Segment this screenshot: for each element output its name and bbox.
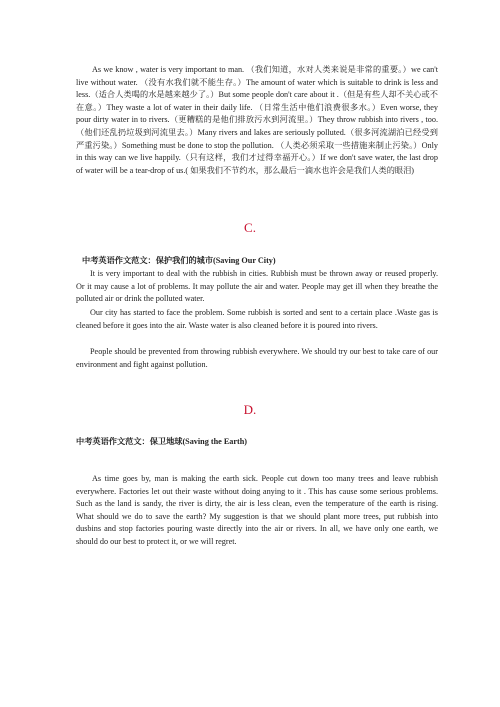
earth-essay-paragraph: As time goes by, man is making the earth sick. People cut down too many trees and leave rubbish everywhere. Factories let out their waste without doing anying to it . This has cause some serious problems. Such as the land is sandy, the river is dirty, the air is less clean, even the temperature of the earth is rising. What should we do to save the earth? My suggestion is that we should plant more trees, put rubbish into dusbins and stop factories pouring waste directly into the air or rivers. In all, we have only one earth, we should do our best to protect it, or we will regret. <box>76 474 438 546</box>
city-essay-paragraph-3: People should be prevented from throwing rubbish everywhere. We should try our best to take care of our environment and fight against pollution. <box>76 347 438 369</box>
city-essay-paragraph-2: Our city has started to face the problem. Some rubbish is sorted and sent to a certain place .Waste gas is cleaned before it goes into the air. Waste water is also cleaned before it is poured into rivers. <box>76 308 438 330</box>
section-d-title: 中考英语作文范文：保卫地球(Saving the Earth) <box>76 437 248 446</box>
section-d-letter: D. <box>243 402 257 417</box>
section-c-title: 中考英语作文范文：保护我们的城市(Saving Our City) <box>82 256 276 265</box>
city-essay-paragraph-1: It is very important to deal with the rubbish in cities. Rubbish must be thrown away or reused properly. Or it may cause a lot of problems. It may pollute the air and water. People may get ill when they breathe the polluted air or drink the polluted water. <box>76 269 438 304</box>
water-essay-paragraph: As we know , water is very important to man. （我们知道，水对人类来说是非常的重要。）we can't live without water. （没有水我们就不能生存。）The amount of water which is suitable to drink is less and less.（适合人类喝的水是越来越少了。）But some people don't care about it .（但是有些人却不关心或不在意。）They waste a lot of water in their daily life. （日常生活中他们浪费很多水。）Even worse, they pour dirty water in to rivers.（更糟糕的是他们排放污水到河流里。）They throw rubbish into rivers , too.（他们还乱扔垃圾到河流里去。）Many rivers and lakes are seriously polluted.（很多河流湖泊已经受到严重污染。）Something must be done to stop the pollution. （人类必须采取一些措施来制止污染。）Only in this way can we live happily.（只有这样，我们才过得幸福开心。）If we don't save water, the last drop of water will be a tear-drop of us.( 如果我们不节约水，那么最后一滴水也许会是我们人类的眼泪) <box>76 65 438 175</box>
section-c-letter: C. <box>244 220 256 235</box>
